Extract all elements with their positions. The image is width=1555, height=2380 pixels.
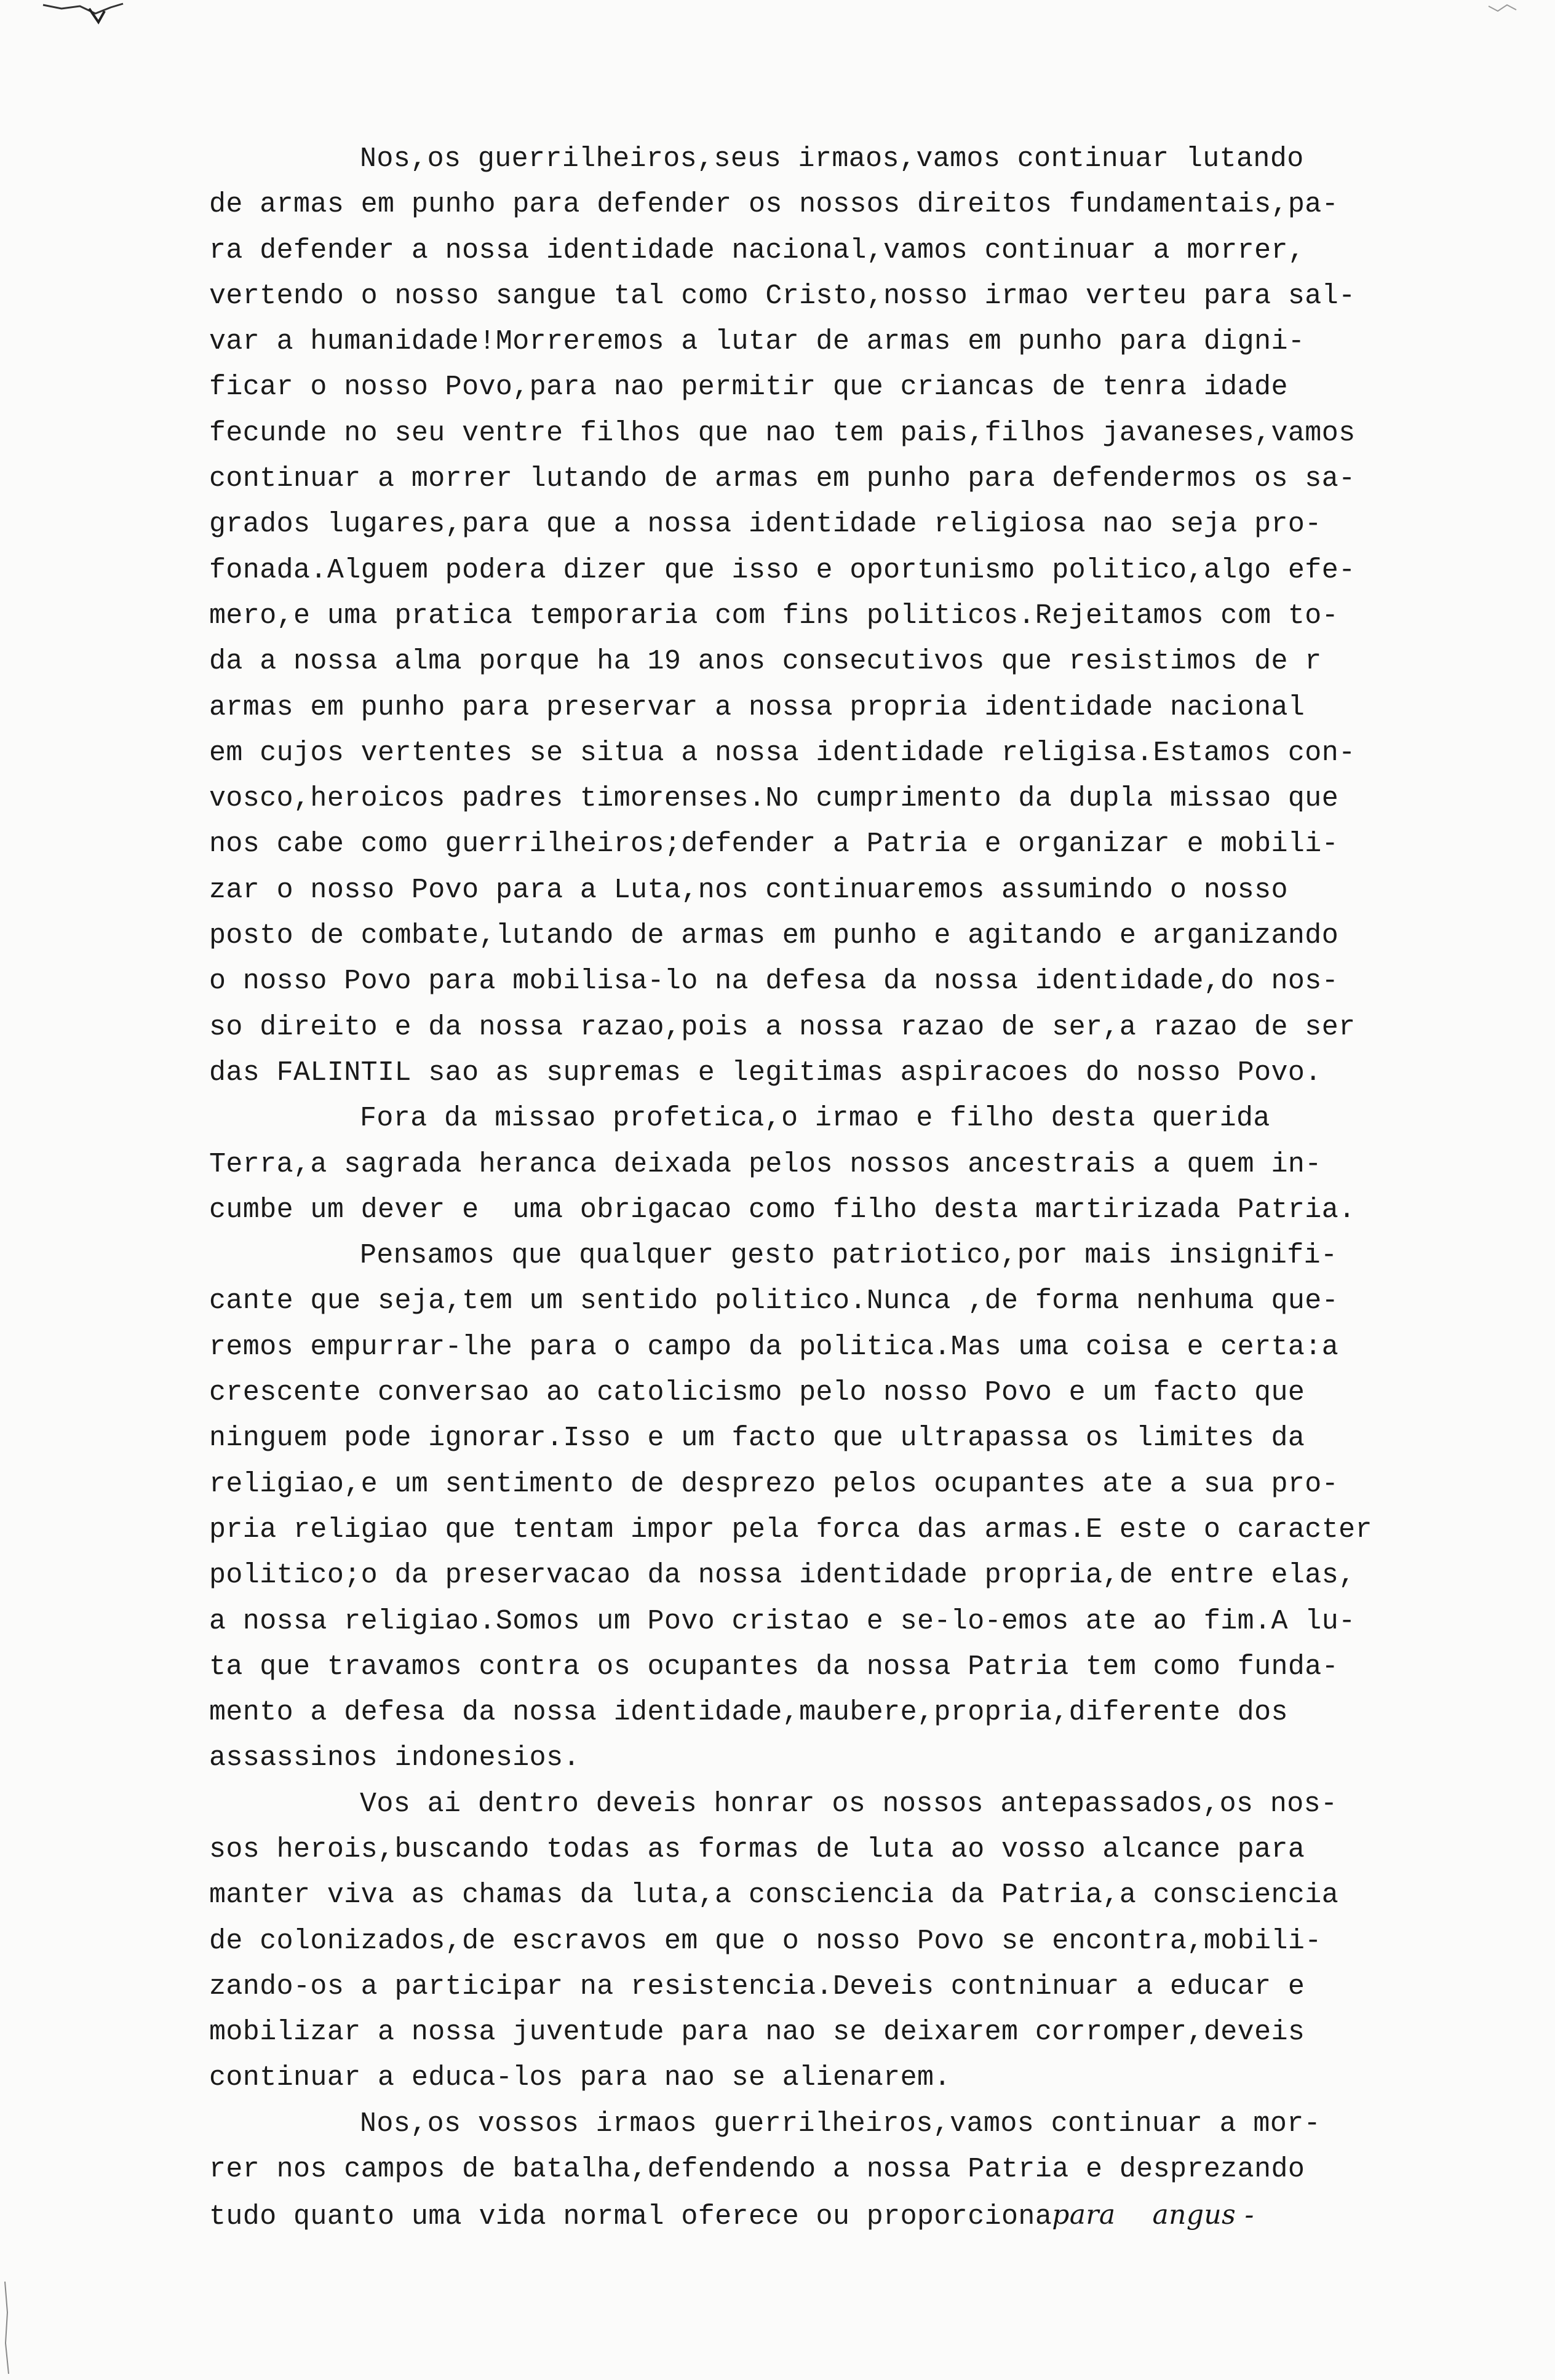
text-line: mento a defesa da nossa identidade,maubere,propria,diferente dos [209,1697,1288,1729]
text-line: Fora da missao profetica,o irmao e filho desta querida [360,1103,1270,1135]
text-line: continuar a morrer lutando de armas em punho para defendermos os sa- [209,463,1356,495]
text-line: Nos,os vossos irmaos guerrilheiros,vamos continuar a mor- [360,2108,1321,2140]
text-line: assassinos indonesios. [209,1742,580,1774]
text-line: armas em punho para preservar a nossa propria identidade nacional [209,691,1305,723]
text-line: fecunde no seu ventre filhos que nao tem pais,filhos javaneses,vamos [209,417,1356,449]
page-edge-mark [0,2275,18,2380]
text-line: Pensamos que qualquer gesto patriotico,por mais insignifi- [360,1240,1338,1272]
text-line: das FALINTIL sao as supremas e legitimas aspiracoes do nosso Povo. [209,1057,1322,1089]
text-line: ficar o nosso Povo,para nao permitir que criancas de tenra idade [209,371,1288,403]
text-line: vosco,heroicos padres timorenses.No cumprimento da dupla missao que [209,783,1339,815]
text-line: rer nos campos de batalha,defendendo a nossa Patria e desprezando [209,2154,1305,2186]
text-line: cante que seja,tem um sentido politico.Nunca ,de forma nenhuma que- [209,1285,1339,1317]
text-line: nos cabe como guerrilheiros;defender a Patria e organizar e mobili- [209,828,1339,860]
paragraph [209,1233,1532,1782]
text-line: fonada.Alguem podera dizer que isso e oportunismo politico,algo efe- [209,554,1356,586]
text-line: religiao,e um sentimento de desprezo pelos ocupantes ate a sua pro- [209,1468,1339,1500]
text-line: cumbe um dever e uma obrigacao como filho desta martirizada Patria. [209,1194,1356,1226]
text-line: zando-os a participar na resistencia.Deveis contninuar a educar e [209,1970,1305,2002]
text-line: de colonizados,de escravos em que o nosso Povo se encontra,mobili- [209,1925,1322,1957]
text-line: o nosso Povo para mobilisa-lo na defesa da nossa identidade,do nos- [209,966,1339,998]
text-line: pria religiao que tentam impor pela forca das armas.E este o caracter [209,1513,1372,1545]
text-line: continuar a educa-los para nao se alienarem. [209,2062,951,2094]
ink-smudge-mark [37,0,129,25]
text-line: Vos ai dentro deveis honrar os nossos antepassados,os nos- [360,1788,1338,1820]
ink-speck-mark [1476,0,1532,18]
text-line: manter viva as chamas da luta,a consciencia da Patria,a consciencia [209,1879,1339,1911]
typed-letter-body [209,137,1532,2239]
handwritten-addition: para [1052,2199,1116,2231]
text-line: sos herois,buscando todas as formas de luta ao vosso alcance para [209,1833,1305,1865]
text-line: so direito e da nossa razao,pois a nossa razao de ser,a razao de ser [209,1011,1356,1043]
text-line: politico;o da preservacao da nossa identidade propria,de entre elas, [209,1560,1356,1592]
text-line: Terra,a sagrada heranca deixada pelos nossos ancestrais a quem in- [209,1148,1322,1180]
paragraph [209,137,1532,1096]
text-line: ninguem pode ignorar.Isso e um facto que ultrapassa os limites da [209,1422,1305,1454]
handwritten-addition: angus - [1152,2199,1254,2231]
text-line: Nos,os guerrilheiros,seus irmaos,vamos continuar lutando [360,143,1304,175]
paragraph [209,1096,1532,1233]
text-line: em cujos vertentes se situa a nossa identidade religisa.Estamos con- [209,737,1356,769]
text-line: crescente conversao ao catolicismo pelo nosso Povo e um facto que [209,1377,1305,1409]
text-line: a nossa religiao.Somos um Povo cristao e se-lo-emos ate ao fim.A lu- [209,1605,1356,1637]
final-typed-segment: tudo quanto uma vida normal oferece ou proporciona [209,2201,1052,2233]
text-line-final [209,2192,1532,2238]
text-line: var a humanidade!Morreremos a lutar de armas em punho para digni- [209,326,1305,358]
text-line: vertendo o nosso sangue tal como Cristo,nosso irmao verteu para sal- [209,280,1356,312]
text-line: ta que travamos contra os ocupantes da nossa Patria tem como funda- [209,1651,1339,1683]
text-line: posto de combate,lutando de armas em punho e agitando e arganizando [209,920,1339,952]
text-line: grados lugares,para que a nossa identidade religiosa nao seja pro- [209,509,1322,541]
text-line: mobilizar a nossa juventude para nao se deixarem corromper,deveis [209,2017,1305,2049]
paragraph [209,1782,1532,2101]
paragraph [209,2101,1532,2239]
text-line: da a nossa alma porque ha 19 anos consecutivos que resistimos de r [209,646,1322,678]
text-line: zar o nosso Povo para a Luta,nos continuaremos assumindo o nosso [209,874,1288,906]
text-line: de armas em punho para defender os nossos direitos fundamentais,pa- [209,189,1339,221]
text-line: remos empurrar-lhe para o campo da politica.Mas uma coisa e certa:a [209,1331,1339,1363]
text-line: ra defender a nossa identidade nacional,vamos continuar a morrer, [209,234,1305,266]
text-line: mero,e uma pratica temporaria com fins politicos.Rejeitamos com to- [209,600,1339,632]
